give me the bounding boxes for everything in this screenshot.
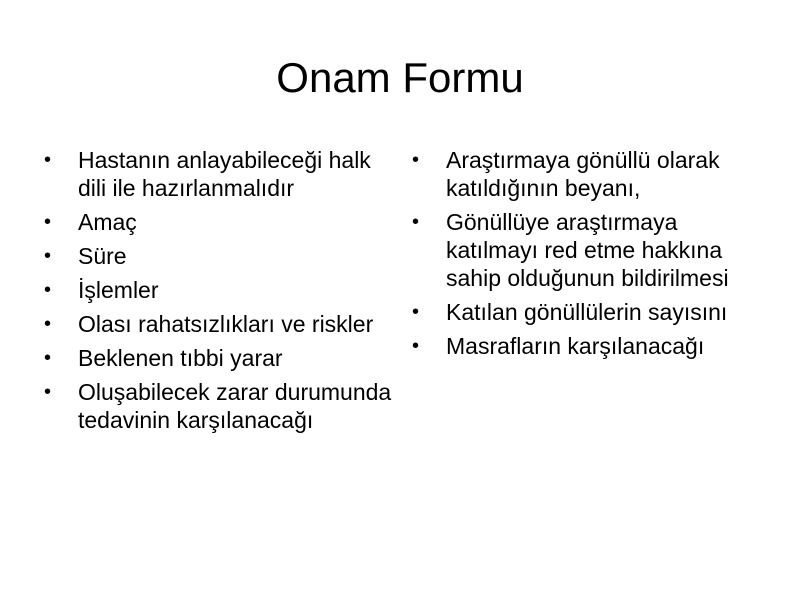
list-item <box>412 298 772 326</box>
right-bullet-list <box>412 146 772 366</box>
list-item-text: Katılan gönüllülerin sayısını <box>446 299 728 325</box>
bullet-icon: • <box>44 211 52 233</box>
list-item <box>44 242 394 270</box>
list-item-text: Amaç <box>78 209 137 235</box>
bullet-icon: • <box>412 301 420 323</box>
list-item-text: Hastanın anlayabileceği halk dili ile hazırlanmalıdır <box>78 147 371 201</box>
bullet-icon: • <box>44 245 52 267</box>
list-item <box>44 146 394 202</box>
list-item-text: Gönüllüye araştırmaya katılmayı red etme hakkına sahip olduğunun bildirilmesi <box>446 209 729 291</box>
list-item <box>44 276 394 304</box>
list-item <box>44 208 394 236</box>
list-item <box>44 378 394 434</box>
list-item <box>44 310 394 338</box>
list-item-text: Masrafların karşılanacağı <box>446 333 705 359</box>
bullet-icon: • <box>412 335 420 357</box>
bullet-icon: • <box>44 347 52 369</box>
list-item-text: İşlemler <box>78 277 159 303</box>
list-item <box>412 332 772 360</box>
bullet-icon: • <box>44 279 52 301</box>
bullet-icon: • <box>44 149 52 171</box>
bullet-icon: • <box>44 381 52 403</box>
list-item-text: Beklenen tıbbi yarar <box>78 345 283 371</box>
list-item-text: Süre <box>78 243 127 269</box>
list-item <box>412 208 772 292</box>
left-bullet-list <box>44 146 394 440</box>
list-item-text: Araştırmaya gönüllü olarak katıldığının beyanı, <box>446 147 720 201</box>
list-item-text: Olası rahatsızlıkları ve riskler <box>78 311 374 337</box>
bullet-icon: • <box>412 149 420 171</box>
bullet-icon: • <box>44 313 52 335</box>
slide-title: Onam Formu <box>276 54 524 101</box>
bullet-icon: • <box>412 211 420 233</box>
list-item-text: Oluşabilecek zarar durumunda tedavinin karşılanacağı <box>78 379 392 433</box>
list-item <box>412 146 772 202</box>
list-item <box>44 344 394 372</box>
